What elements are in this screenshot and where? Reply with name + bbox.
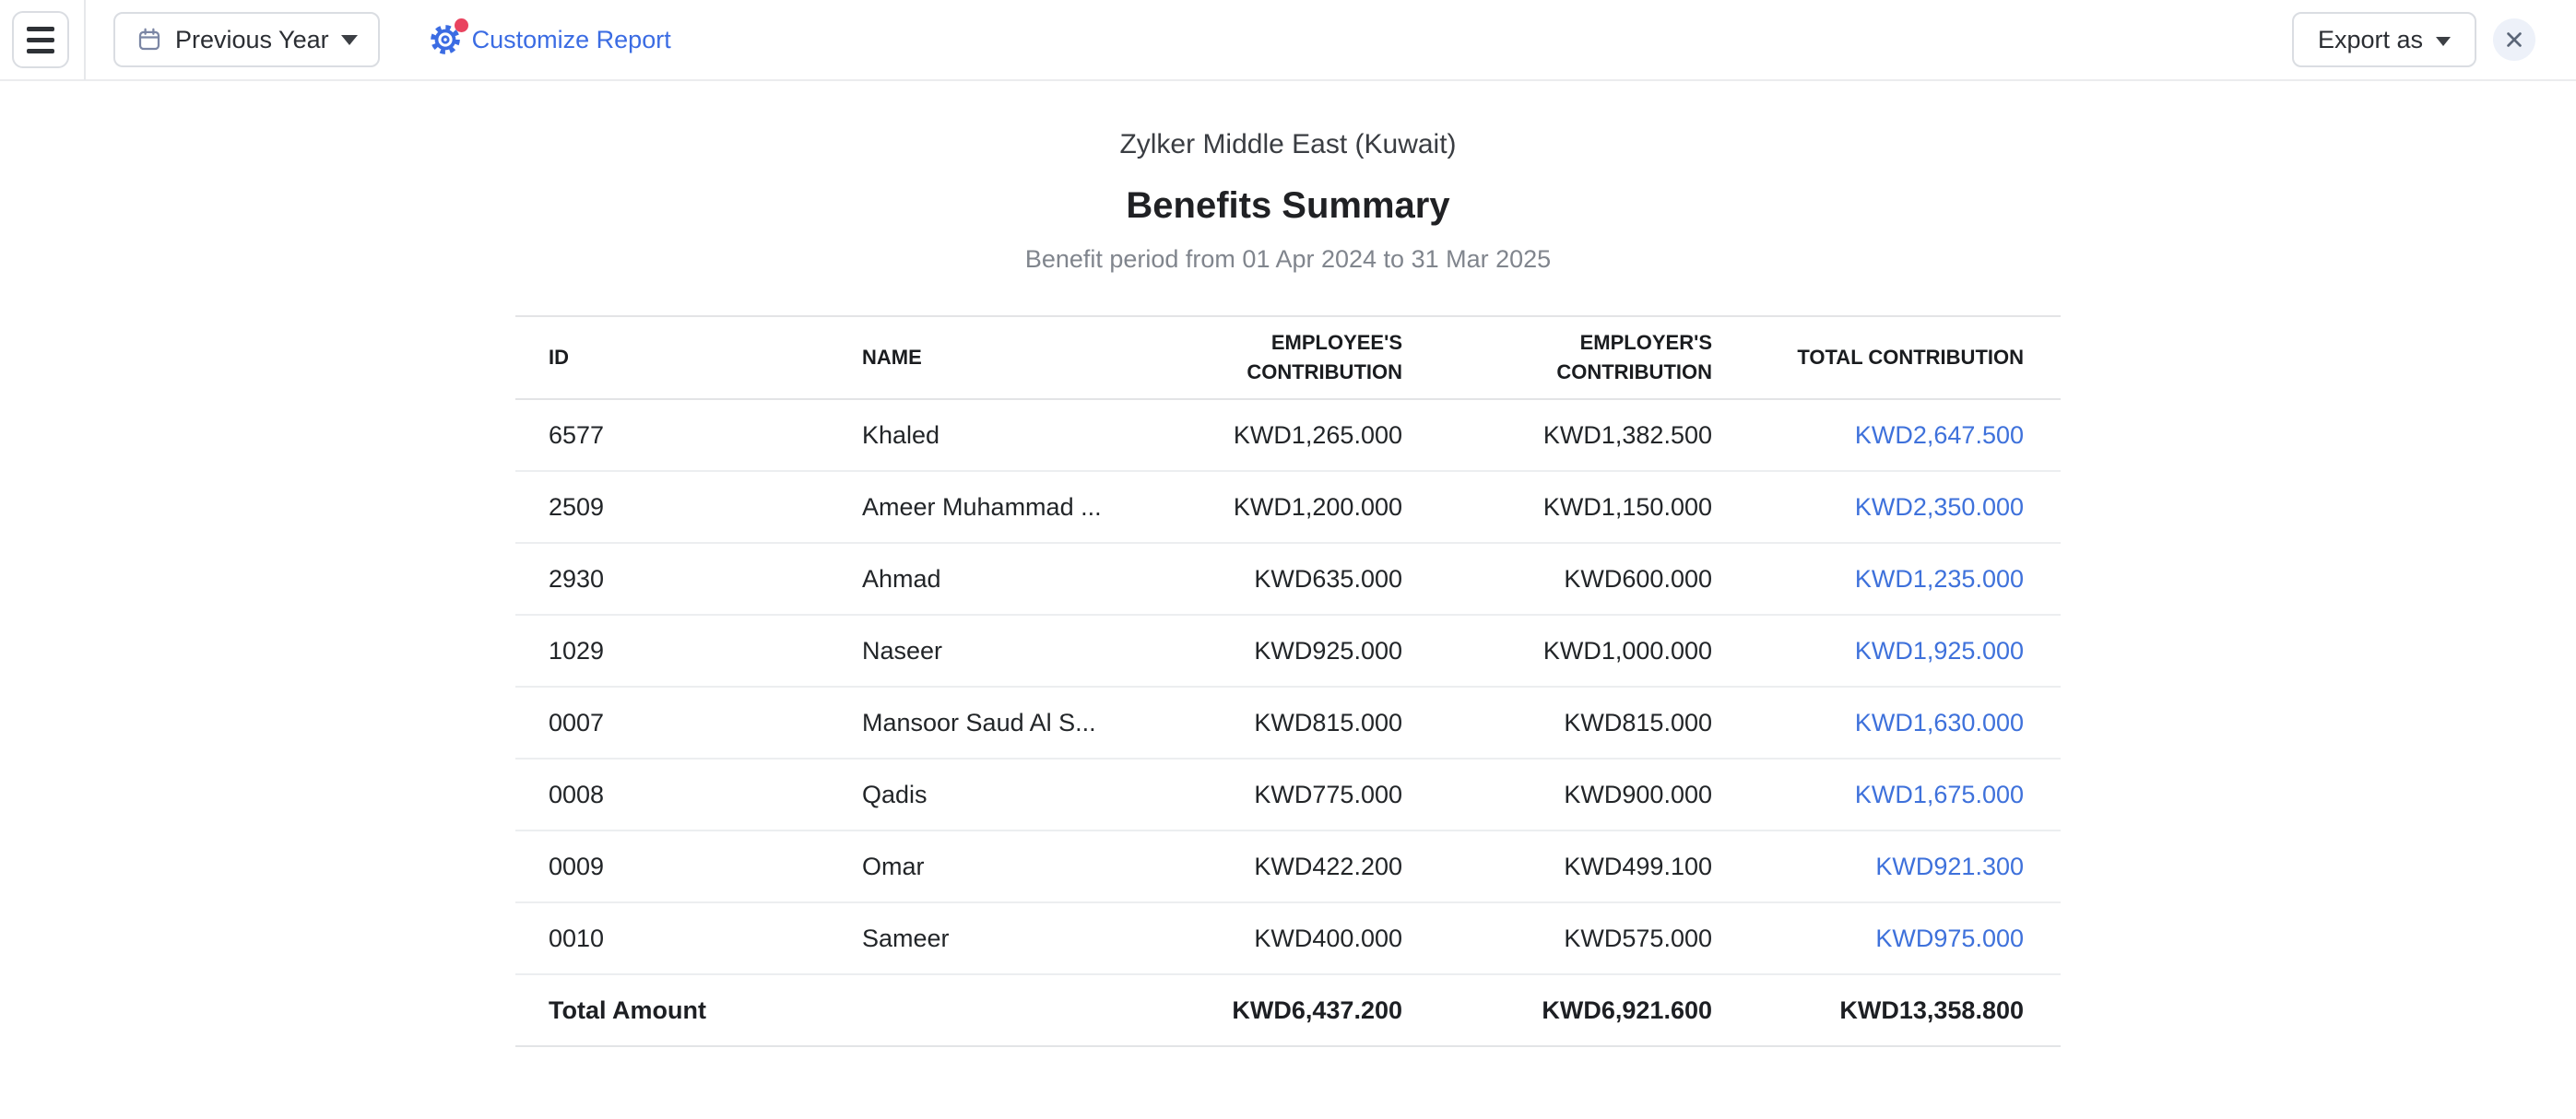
column-header-name: NAME [829,316,1179,399]
total-contribution-link[interactable]: KWD1,630.000 [1854,708,2024,736]
table-row [515,902,2061,974]
total-contribution-link[interactable]: KWD2,647.500 [1854,420,2024,449]
cell-name: Ameer Muhammad ... [829,471,1179,543]
cell-name: Mansoor Saud Al S... [829,687,1179,759]
table-total-row [515,974,2061,1046]
table-row [515,471,2061,543]
cell-total-contribution [1749,902,2061,974]
hamburger-icon [27,27,54,31]
cell-total-contribution [1749,543,2061,615]
benefits-table [515,315,2061,1047]
cell-id: 1029 [515,615,829,687]
total-contribution-link[interactable]: KWD1,925.000 [1854,636,2024,665]
export-as-button[interactable] [2292,12,2476,67]
customize-report-link[interactable] [428,22,671,57]
table-row [515,830,2061,902]
total-contribution-link[interactable]: KWD1,675.000 [1854,780,2024,808]
cell-name: Omar [829,830,1179,902]
empty-cell [829,974,1179,1046]
close-icon [2504,29,2524,50]
column-header-employer-contribution: EMPLOYER'S CONTRIBUTION [1439,316,1749,399]
table-row [515,687,2061,759]
notification-dot [455,18,468,32]
report-content [0,81,2576,1047]
cell-employer-contribution: KWD900.000 [1439,759,1749,830]
cell-total-contribution [1749,687,2061,759]
cell-employee-contribution: KWD422.200 [1179,830,1439,902]
calendar-icon [136,26,163,53]
cell-employer-contribution: KWD1,150.000 [1439,471,1749,543]
cell-employer-contribution: KWD575.000 [1439,902,1749,974]
cell-employer-contribution: KWD1,000.000 [1439,615,1749,687]
cell-employer-contribution: KWD600.000 [1439,543,1749,615]
total-contribution-link[interactable]: KWD2,350.000 [1854,492,2024,521]
export-as-label: Export as [2317,25,2423,53]
cell-total-contribution [1749,399,2061,471]
table-row [515,759,2061,830]
cell-employee-contribution: KWD1,265.000 [1233,420,1402,449]
cell-total-contribution [1749,615,2061,687]
chevron-down-icon [341,35,358,45]
cell-employee-contribution: KWD815.000 [1179,687,1439,759]
cell-employer-contribution: KWD815.000 [1439,687,1749,759]
cell-id: 2930 [515,543,829,615]
page-title: Benefits Summary [1126,185,1450,226]
report-header [0,81,2576,275]
table-header-row [515,316,2061,399]
chevron-down-icon [2436,37,2451,46]
cell-id: 2509 [515,471,829,543]
total-overall-contribution: KWD13,358.800 [1749,974,2061,1046]
total-contribution-link[interactable]: KWD921.300 [1875,852,2024,880]
column-header-id: ID [515,316,829,399]
total-employee-contribution: KWD6,437.200 [1179,974,1439,1046]
table-row [515,399,2061,471]
gear-icon [428,22,463,57]
customize-report-label: Customize Report [471,25,671,53]
cell-total-contribution [1749,759,2061,830]
cell-employer-contribution: KWD1,382.500 [1542,420,1712,449]
cell-name: Sameer [829,902,1179,974]
period-selector-value: Previous Year [175,25,329,53]
cell-employee-contribution: KWD635.000 [1179,543,1439,615]
cell-id: 0009 [515,830,829,902]
cell-id: 0008 [515,759,829,830]
period-selector-dropdown[interactable] [113,12,380,67]
cell-total-contribution [1749,471,2061,543]
cell-name: Ahmad [829,543,1179,615]
cell-id: 6577 [549,420,605,449]
toolbar-divider [84,0,86,80]
cell-name: Naseer [829,615,1179,687]
hamburger-menu-button[interactable] [12,11,69,68]
cell-name: Qadis [829,759,1179,830]
total-contribution-link[interactable]: KWD1,235.000 [1854,564,2024,593]
table-row [515,543,2061,615]
cell-id: 0010 [515,902,829,974]
column-header-employee-contribution: EMPLOYEE'S CONTRIBUTION [1179,316,1439,399]
column-header-total-contribution: TOTAL CONTRIBUTION [1749,316,2061,399]
cell-name: Khaled [862,420,940,449]
company-name: Zylker Middle East (Kuwait) [1119,129,1457,159]
cell-id: 0007 [515,687,829,759]
cell-total-contribution [1749,830,2061,902]
cell-employee-contribution: KWD925.000 [1179,615,1439,687]
benefit-period-text: Benefit period from 01 Apr 2024 to 31 Mar 2025 [1024,245,1552,273]
toolbar [0,0,2576,81]
total-contribution-link[interactable]: KWD975.000 [1875,924,2024,952]
close-button[interactable] [2493,18,2535,61]
benefits-table-container [515,315,2061,1047]
cell-employee-contribution: KWD775.000 [1179,759,1439,830]
cell-employee-contribution: KWD1,200.000 [1179,471,1439,543]
cell-employee-contribution: KWD400.000 [1179,902,1439,974]
total-employer-contribution: KWD6,921.600 [1439,974,1749,1046]
cell-employer-contribution: KWD499.100 [1439,830,1749,902]
total-amount-label: Total Amount [515,974,829,1046]
table-row [515,615,2061,687]
